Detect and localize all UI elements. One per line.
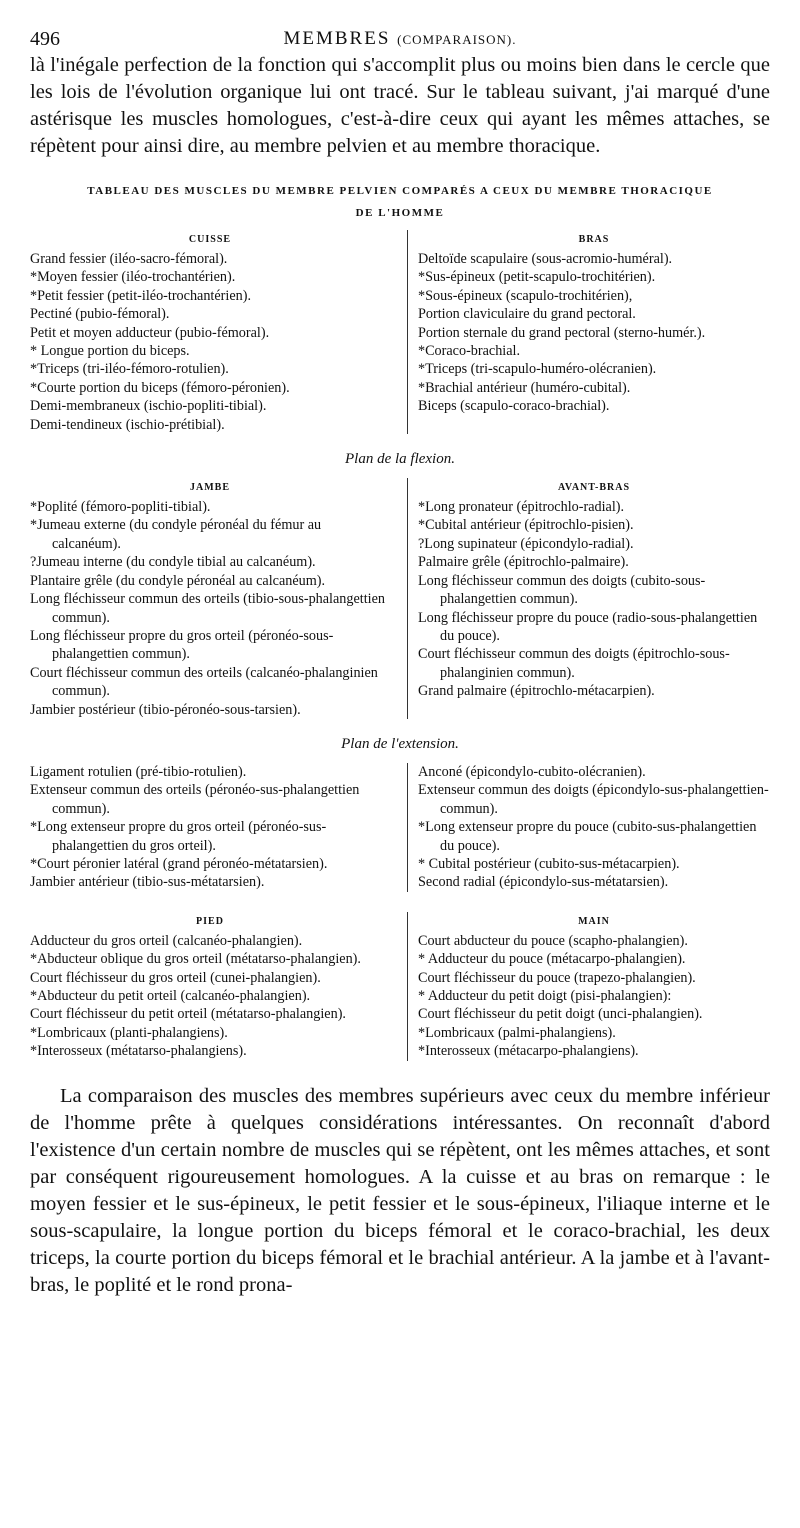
page <box>30 22 770 1299</box>
muscle-entry: Demi-membraneux (ischio-popliti-tibial). <box>30 398 267 415</box>
muscle-entry: *Cubital antérieur (épitrochlo-pisien). <box>418 517 634 534</box>
column-heading: MAIN <box>578 915 610 927</box>
muscle-entry: *Interosseux (métatarso-phalangiens). <box>30 1043 247 1060</box>
muscle-entry: *Courte portion du biceps (fémoro-péronien). <box>30 379 290 396</box>
muscle-entry: Pectiné (pubio-fémoral). <box>30 306 170 323</box>
muscle-entry: Long fléchisseur propre du pouce (radio-sous-phalangettien du pouce). <box>418 609 758 644</box>
muscle-entry: *Abducteur oblique du gros orteil (métatarso-phalangien). <box>30 951 361 968</box>
column-heading: AVANT-BRAS <box>557 482 631 494</box>
table-title-line2: DE L'HOMME <box>355 207 445 219</box>
muscle-entry: *Moyen fessier (iléo-trochantérien). <box>30 269 236 286</box>
muscle-entry: Extenseur commun des doigts (épicondylo-sus-phalangettien-commun). <box>418 782 769 817</box>
muscle-table <box>30 180 770 1061</box>
running-header <box>30 22 770 52</box>
muscle-entry: *Petit fessier (petit-iléo-trochantérien). <box>30 287 252 304</box>
muscle-entry: Court fléchisseur commun des doigts (épitrochlo-sous-phalanginien commun). <box>418 646 730 681</box>
muscle-entry: Court fléchisseur commun des orteils (calcanéo-phalanginien commun). <box>30 664 378 700</box>
muscle-entry: *Triceps (tri-iléo-fémoro-rotulien). <box>30 361 229 378</box>
thoracic-column <box>407 763 770 892</box>
muscle-entry: Court fléchisseur du gros orteil (cunei-phalangien). <box>30 969 321 986</box>
muscle-entry: Court fléchisseur du petit doigt (unci-phalangien). <box>418 1006 703 1023</box>
running-title <box>30 28 770 50</box>
muscle-entry: Plantaire grêle (du condyle péronéal au calcanéum). <box>30 572 326 589</box>
muscle-entry: Court fléchisseur du petit orteil (métatarso-phalangien). <box>30 1006 346 1023</box>
muscle-entry: Portion claviculaire du grand pectoral. <box>418 306 636 323</box>
muscle-entry: *Poplité (fémoro-popliti-tibial). <box>30 499 211 516</box>
running-title-sub: (COMPARAISON). <box>397 32 517 47</box>
muscle-entry: Second radial (épicondylo-sus-métatarsien). <box>418 874 669 891</box>
muscle-entry: * Adducteur du petit doigt (pisi-phalangien): <box>418 988 672 1004</box>
muscle-entry: Biceps (scapulo-coraco-brachial). <box>418 398 610 415</box>
muscle-entry: Jambier postérieur (tibio-péronéo-sous-tarsien). <box>30 701 301 718</box>
muscle-entry: Anconé (épicondylo-cubito-olécranien). <box>418 763 646 780</box>
table-section <box>30 912 770 1061</box>
muscle-entry: Demi-tendineux (ischio-prétibial). <box>30 416 225 433</box>
muscle-entry: *Lombricaux (palmi-phalangiens). <box>418 1024 616 1041</box>
muscle-entry: Adducteur du gros orteil (calcanéo-phalangien). <box>30 932 303 949</box>
muscle-entry: Palmaire grêle (épitrochlo-palmaire). <box>418 554 629 571</box>
muscle-entry: Deltoïde scapulaire (sous-acromio-huméral). <box>418 251 673 267</box>
table-sections <box>30 230 770 1061</box>
muscle-entry: *Court péronier latéral (grand péronéo-métatarsien). <box>30 855 328 872</box>
muscle-entry: *Sous-épineux (scapulo-trochitérien), <box>418 287 633 304</box>
thoracic-column <box>407 478 770 719</box>
pelvic-column <box>30 912 390 1061</box>
muscle-entry: Grand palmaire (épitrochlo-métacarpien). <box>418 683 655 700</box>
column-heading: CUISSE <box>188 234 232 245</box>
closing-paragraph: La comparaison des muscles des membres supérieurs avec ceux du membre inférieur de l'homme prête à quelques considérations intéressantes. On reconnaît d'abord l'existence d'un certain nombre de muscles qui se répètent, ont les mêmes attaches, et sont par conséquent rigoureusement homologues. A la cuisse et au bras on remarque : le moyen fessier et le sus-épineux, le petit fessier et le sous-épineux, l'iliaque interne et le sous-scapulaire, la longue portion du biceps fémoral et le coraco-brachial, les deux triceps, la courte portion du biceps fémoral et le brachial antérieur. A la jambe et à l'avant-bras, le poplité et le rond prona- <box>30 1084 770 1296</box>
muscle-entry: *Sus-épineux (petit-scapulo-trochitérien). <box>418 269 656 286</box>
muscle-entry: ?Jumeau interne (du condyle tibial au calcanéum). <box>30 554 316 571</box>
muscle-entry: Jambier antérieur (tibio-sus-métatarsien). <box>30 874 265 891</box>
thoracic-column <box>407 230 770 434</box>
table-section <box>30 478 770 719</box>
muscle-entry: Ligament rotulien (pré-tibio-rotulien). <box>30 763 247 780</box>
table-title-line1: TABLEAU DES MUSCLES DU MEMBRE PELVIEN COMPARÉS A CEUX DU MEMBRE THORACIQUE <box>87 185 713 197</box>
plan-caption: Plan de la flexion. <box>345 451 455 468</box>
muscle-entry: *Interosseux (métacarpo-phalangiens). <box>418 1043 639 1060</box>
muscle-entry: Long fléchisseur commun des orteils (tibio-sous-phalangettien commun). <box>30 591 385 626</box>
pelvic-column <box>30 763 390 892</box>
muscle-entry: * Adducteur du pouce (métacarpo-phalangien). <box>418 951 686 968</box>
thoracic-column <box>407 912 770 1061</box>
muscle-entry: Court fléchisseur du pouce (trapezo-phalangien). <box>418 969 696 986</box>
muscle-entry: * Longue portion du biceps. <box>30 343 190 360</box>
muscle-entry: *Long extenseur propre du gros orteil (péronéo-sus-phalangettien du gros orteil). <box>30 819 327 854</box>
muscle-entry: *Triceps (tri-scapulo-huméro-olécranien). <box>418 361 657 378</box>
muscle-entry: Petit et moyen adducteur (pubio-fémoral). <box>30 324 270 341</box>
pelvic-column <box>30 230 390 434</box>
table-section <box>30 763 770 892</box>
muscle-entry: * Cubital postérieur (cubito-sus-métacarpien). <box>418 855 680 872</box>
muscle-entry: *Long extenseur propre du pouce (cubito-sus-phalangettien du pouce). <box>418 819 757 854</box>
column-heading: JAMBE <box>190 482 230 494</box>
muscle-entry: *Brachial antérieur (huméro-cubital). <box>418 379 631 396</box>
muscle-entry: ?Long supinateur (épicondylo-radial). <box>418 535 634 552</box>
intro-paragraph: là l'inégale perfection de la fonction qui s'accomplit plus ou moins bien dans le cercle que les lois de l'évolution organique lui ont tracé. Sur le tableau suivant, j'ai marqué d'une astérisque les muscles homologues, c'est-à-dire ceux qui ayant les mêmes attaches, se répètent pour ainsi dire, au membre pelvien et au membre thoracique. <box>30 54 770 157</box>
plan-caption: Plan de l'extension. <box>341 735 459 752</box>
column-heading: PIED <box>196 915 224 927</box>
muscle-entry: Portion sternale du grand pectoral (sterno-humér.). <box>418 324 706 341</box>
table-section <box>30 230 770 434</box>
column-heading: BRAS <box>578 234 610 245</box>
muscle-entry: Long fléchisseur propre du gros orteil (péronéo-sous-phalangettien commun). <box>30 627 334 663</box>
muscle-entry: Grand fessier (iléo-sacro-fémoral). <box>30 251 228 267</box>
muscle-entry: *Jumeau externe (du condyle péronéal du fémur au calcanéum). <box>30 517 322 552</box>
muscle-entry: *Lombricaux (planti-phalangiens). <box>30 1024 228 1041</box>
muscle-entry: Court abducteur du pouce (scapho-phalangien). <box>418 932 688 949</box>
pelvic-column <box>30 478 390 719</box>
muscle-entry: *Abducteur du petit orteil (calcanéo-phalangien). <box>30 988 311 1004</box>
running-title-main: MEMBRES <box>283 28 391 49</box>
muscle-entry: Long fléchisseur commun des doigts (cubito-sous-phalangettien commun). <box>418 572 706 608</box>
muscle-entry: *Coraco-brachial. <box>418 343 521 360</box>
muscle-entry: Extenseur commun des orteils (péronéo-sus-phalangettien commun). <box>30 782 360 817</box>
muscle-entry: *Long pronateur (épitrochlo-radial). <box>418 499 625 516</box>
table-title <box>30 180 770 224</box>
page-number: 496 <box>30 28 60 50</box>
